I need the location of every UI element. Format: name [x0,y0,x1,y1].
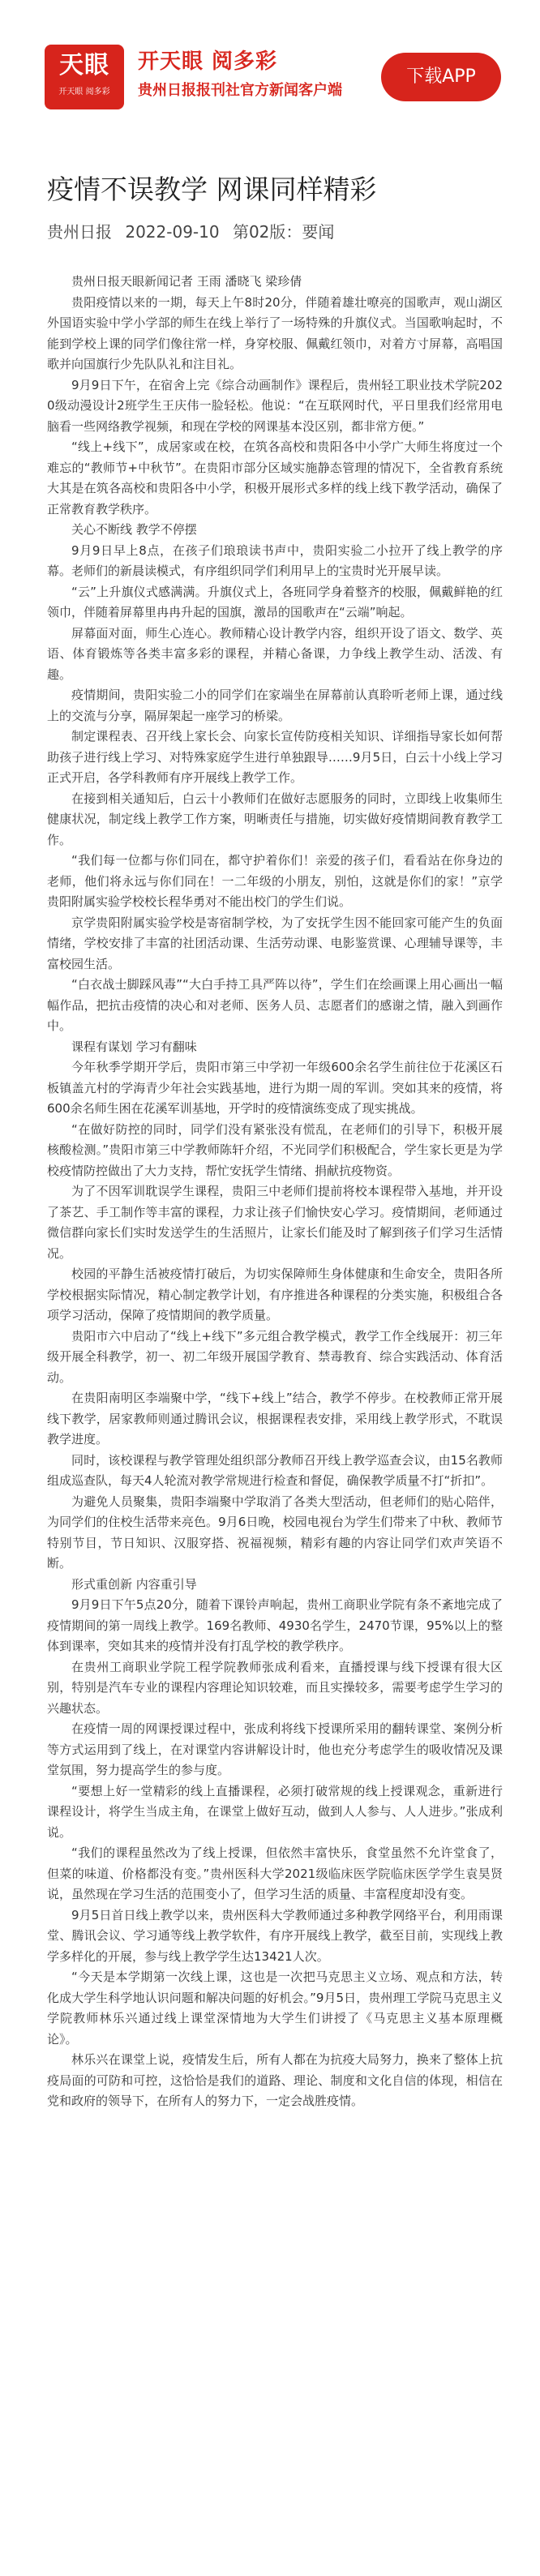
app-slogan: 开天眼 阅多彩 [138,49,278,74]
article-source: 贵州日报 [47,222,112,242]
article-paragraph: 9月9日下午，在宿舍上完《综合动画制作》课程后，贵州轻工职业技术学院2020级动漫设计2班学生王庆伟一脸轻松。他说：“在互联网时代，平日里我们经常用电脑看一些网络教学视频，和现在学校的网课基本没区别，都非常方便。” [47,377,503,434]
article-paragraph: “我们每一位都与你们同在，都守护着你们！亲爱的孩子们，看看站在你身边的老师，他们将永远与你们同在！一二年级的小朋友，别怕，这就是你们的家！”京学贵阳附属实验学校校长程华勇对不能出校门的学生们说。 [47,853,503,909]
article-paragraph: 9月5日首日线上教学以来，贵州医科大学教师通过多种教学网络平台，利用雨课堂、腾讯会议、学习通等线上教学软件，有序开展线上教学，截至目前，实现线上教学多样化的开展，参与线上教学学生达13421人次。 [47,1907,503,1964]
article-paragraph: 林乐兴在课堂上说，疫情发生后，所有人都在为抗疫大局努力，换来了整体上抗疫局面的可防和可控，这恰恰是我们的道路、理论、制度和文化自信的体现，相信在党和政府的领导下，在所有人的努力下，一定会战胜疫情。 [47,2052,503,2108]
article-paragraph: 为避免人员聚集，贵阳李端聚中学取消了各类大型活动，但老师们的贴心陪伴，为同学们的住校生活带来亮色。9月6日晚，校园电视台为学生们带来了中秋、教师节特别节目，节日知识、汉服穿搭、祝福视频，精彩有趣的内容让同学们欢声笑语不断。 [47,1494,503,1571]
app-tagline: 贵州日报报刊社官方新闻客户端 [138,82,342,99]
article-paragraph: “白衣战士脚踩风毒”“大白手持工具严阵以待”，学生们在绘画课上用心画出一幅幅作品，把抗击疫情的决心和对老师、医务人员、志愿者们的感谢之情，融入到画作中。 [47,977,503,1033]
article-paragraph: 今年秋季学期开学后，贵阳市第三中学初一年级600余名学生前往位于花溪区石板镇盖亢村的学海青少年社会实践基地，进行为期一周的军训。突如其来的疫情，将600余名师生困在花溪军训基地，开学时的疫情演练变成了现实挑战。 [47,1060,503,1116]
article-paragraph: “线上+线下”，成居家或在校，在筑各高校和贵阳各中小学广大师生将度过一个难忘的“教师节+中秋节”。在贵阳市部分区域实施静态管理的情况下，全省教育系统大其是在筑各高校和贵阳各中小学，积极开展形式多样的线上线下教学活动，确保了正常教育教学秩序。 [47,439,503,516]
article-paragraph: 制定课程表、召开线上家长会、向家长宣传防疫相关知识、详细指导家长如何帮助孩子进行线上学习、对特殊家庭学生进行单独跟导……9月5日，白云十小线上学习正式开启，各学科教师有序开展线上教学工作。 [47,729,503,785]
section-subheading: 形式重创新 内容重引导 [71,1576,197,1592]
article-paragraph: 在贵阳南明区李端聚中学，“线下+线上”结合，教学不停步。在校教师正常开展线下教学，居家教师则通过腾讯会议，根据课程表安排，采用线上教学形式，不耽误教学进度。 [47,1391,503,1447]
article-paragraph: 贵州日报天眼新闻记者 王雨 潘晓飞 梁珍倩 [71,274,302,289]
article-date: 2022-09-10 [125,222,220,242]
article-paragraph: 同时，该校课程与教学管理处组织部分教师召开线上教学巡查会议，由15名教师组成巡查队，每天4人轮流对教学常规进行检查和督促，确保教学质量不打“折扣”。 [47,1452,503,1488]
article-paragraph: 在疫情一周的网课授课过程中，张成利将线下授课所采用的翻转课堂、案例分析等方式运用到了线上，在对课堂内容讲解设计时，他也充分考虑学生的吸收情况及课堂氛围，努力提高学生的参与度。 [47,1721,503,1777]
article-paragraph: 校园的平静生活被疫情打破后，为切实保障师生身体健康和生命安全，贵阳各所学校根据实际情况，精心制定教学计划，有序推进各种课程的分类实施，积极组合各项学习活动，保障了疫情期间的教学质量。 [47,1267,503,1322]
article-meta [47,221,342,243]
article-paragraph: 9月9日早上8点，在孩子们琅琅读书声中，贵阳实验二小拉开了线上教学的序幕。老师们的新晨读模式，有序组织同学们利用早上的宝贵时光开展早读。 [47,542,503,578]
app-logo [45,45,124,109]
article-paragraph: 在接到相关通知后，白云十小教师们在做好志愿服务的同时，立即线上收集师生健康状况，制定线上教学工作方案，明晰责任与措施，切实做好疫情期间教育教学工作。 [47,791,503,847]
article-paragraph: “今天是本学期第一次线上课，这也是一次把马克思主义立场、观点和方法，转化成大学生科学地认识问题和解决问题的好机会。”9月5日，贵州理工学院马克思主义学院教师林乐兴通过线上课堂深情地为大学生们讲授了《马克思主义基本原理概论》。 [47,1970,503,2047]
logo-subtext: 开天眼 阅多彩 [58,88,110,96]
article-paragraph: “我们的课程虽然改为了线上授课，但依然丰富快乐，食堂虽然不允许堂食了，但菜的味道、价格都没有变。”贵州医科大学2021级临床医学院临床医学学生袁昊贤说，虽然现在学习生活的范围变小了，但学习生活的质量、丰富程度却没有变。 [47,1845,503,1901]
article-paragraph: 贵阳疫情以来的一期，每天上午8时20分，伴随着雄壮嘹亮的国歌声，观山湖区外国语实验中学小学部的师生在线上举行了一场特殊的升旗仪式。当国歌响起时，不能到学校上课的同学们像往常一样，身穿校服、佩戴红领巾，对着方寸屏幕，高唱国歌并向国旗行少先队队礼和注目礼。 [47,294,503,371]
article-paragraph: “要想上好一堂精彩的线上直播课程，必须打破常规的线上授课观念，重新进行课程设计，将学生当成主角，在课堂上做好互动，做到人人参与、人人进步。”张成利说。 [47,1783,503,1840]
app-banner [0,0,540,122]
article-paragraph: 在贵州工商职业学院工程学院教师张成利看来，直播授课与线下授课有很大区别，特别是汽车专业的课程内容理论知识较难，而且实操较多，需要考虑学生学习的兴趣状态。 [47,1659,503,1716]
article-page: 第02版：要闻 [232,222,335,242]
article-body [47,272,503,2112]
article-paragraph: “云”上升旗仪式感满满。升旗仪式上，各班同学身着整齐的校服，佩戴鲜艳的红领巾，伴随着屏幕里冉冉升起的国旗，激昂的国歌声在“云端”响起。 [47,584,503,619]
article-paragraph: “在做好防控的同时，同学们没有紧张没有慌乱，在老师们的引导下，积极开展核酸检测。”贵阳市第三中学教师陈轩介绍，不光同学们积极配合，学生家长更是为学校疫情防控做出了大力支持，帮忙安抚学生情绪、捐献抗疫物资。 [47,1121,503,1178]
article-paragraph: 为了不因军训耽误学生课程，贵阳三中老师们提前将校本课程带入基地，并开设了茶艺、手工制作等丰富的课程，力求让孩子们愉快安心学习。疫情期间，老师通过微信群向家长们实时发送学生的生活照片，让家长们能及时了解到孩子们学习生活情况。 [47,1184,503,1261]
article-paragraph: 屏幕面对面，师生心连心。教师精心设计教学内容，组织开设了语文、数学、英语、体育锻炼等各类丰富多彩的课程，并精心备课，力争线上教学生动、活泼、有趣。 [47,625,503,682]
download-app-button[interactable]: 下载APP [381,53,501,101]
logo-text: 天眼 [59,51,109,79]
section-subheading: 课程有谋划 学习有翻味 [71,1039,197,1054]
section-subheading: 关心不断线 教学不停摆 [71,522,197,537]
article-paragraph: 9月9日下午5点20分，随着下课铃声响起，贵州工商职业学院有条不紊地完成了疫情期间的第一周线上教学。169名教师、4930名学生，2470节课，95%以上的整体到课率，突如其来的疫情并没有打乱学校的教学秩序。 [47,1597,503,1653]
article-paragraph: 疫情期间，贵阳实验二小的同学们在家端坐在屏幕前认真聆听老师上课，通过线上的交流与分享，隔屏架起一座学习的桥梁。 [47,688,503,723]
article-paragraph: 贵阳市六中启动了“线上+线下”多元组合教学模式，教学工作全线展开：初三年级开展全科教学，初一、初二年级开展国学教育、禁毒教育、综合实践活动、体育活动。 [47,1328,503,1385]
article-paragraph: 京学贵阳附属实验学校是寄宿制学校，为了安抚学生因不能回家可能产生的负面情绪，学校安排了丰富的社团活动课、生活劳动课、电影鉴赏课、心理辅导课等，丰富校园生活。 [47,915,503,971]
article-title: 疫情不误教学 网课同样精彩 [47,174,377,205]
